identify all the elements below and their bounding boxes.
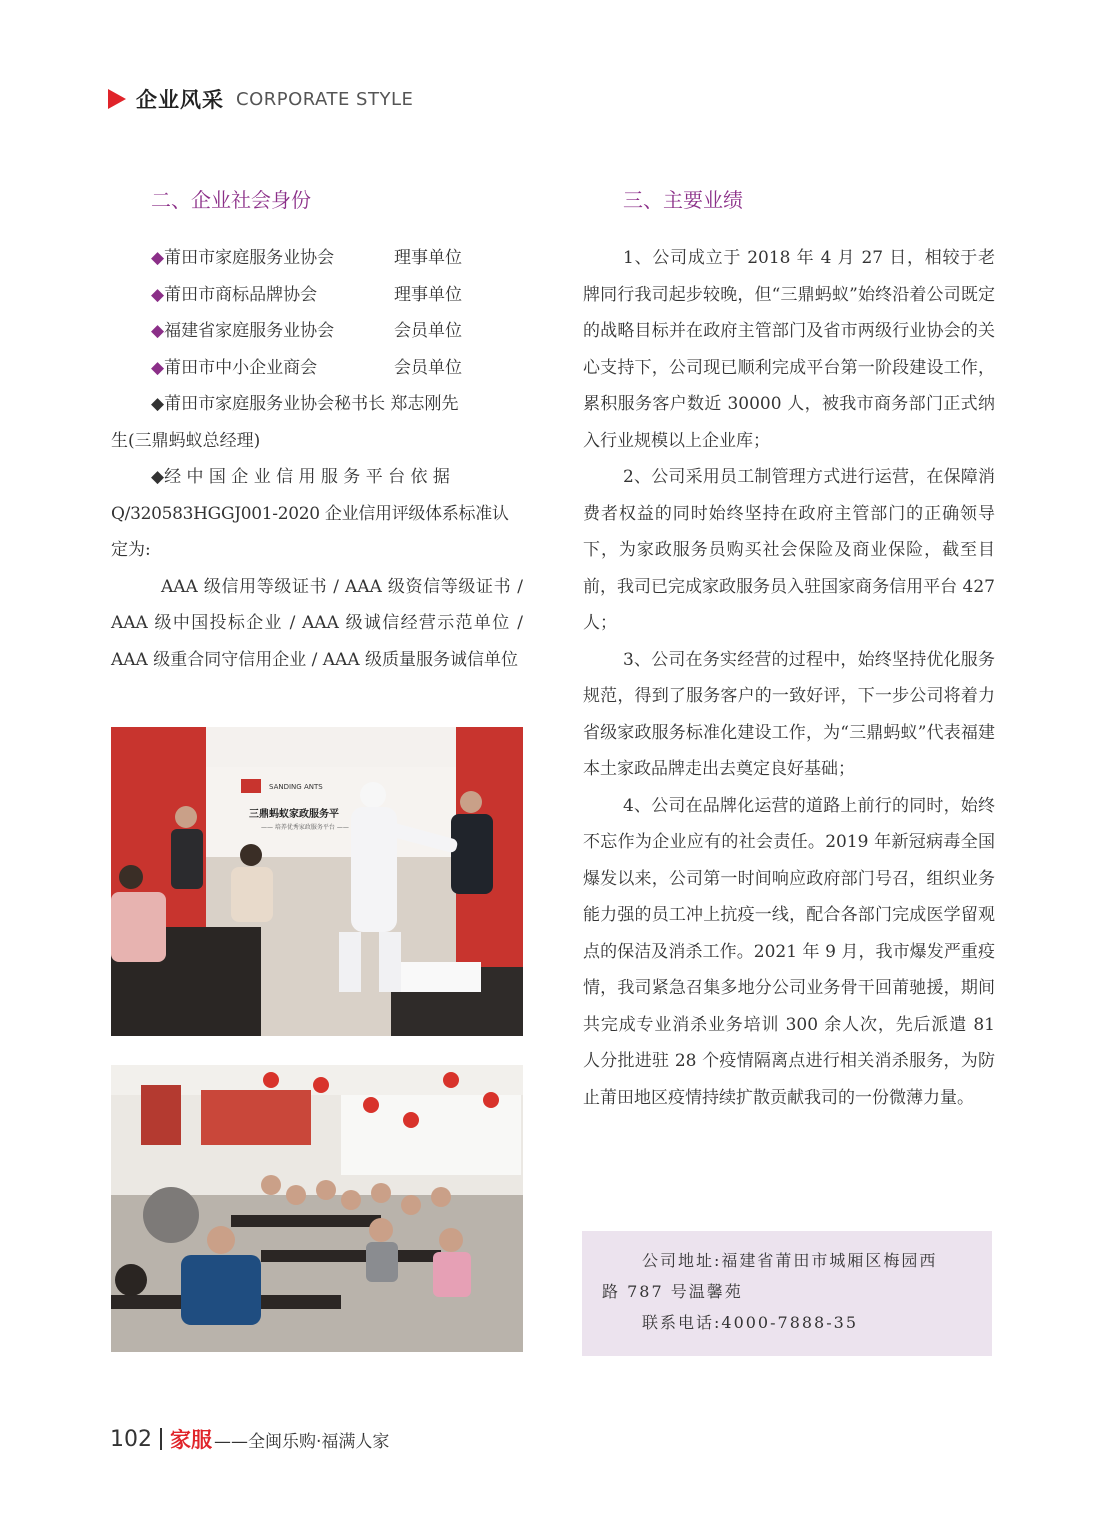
footer-divider xyxy=(160,1428,162,1450)
photo-classroom-training-image xyxy=(111,1065,523,1352)
left-column xyxy=(111,182,523,678)
photo-classroom-training xyxy=(111,1065,523,1352)
achievement-paragraph: 4、公司在品牌化运营的道路上前行的同时，始终不忘作为企业应有的社会责任。2019 年新冠病毒全国爆发以来，公司第一时间响应政府部门号召，组织业务能力强的员工冲上抗疫一线，配合各部门完成医学留观点的保洁及消杀工作。2021 年 9 月，我市爆发严重疫情，我司紧急召集多地分公司业务骨干回莆驰援，期间共完成专业消杀业务培训 300 余人次，先后派遣 81 人分批进驻 28 个疫情隔离点进行相关消杀服务，为防止莆田地区疫情持续扩散贡献我司的一份微薄力量。 xyxy=(583,795,995,1108)
photo-training-demo xyxy=(111,727,523,1036)
right-column xyxy=(583,182,995,1116)
membership-org: 莆田市家庭服务业协会 xyxy=(164,248,335,268)
secretary-line: ◆莆田市家庭服务业协会秘书长 郑志刚先 xyxy=(151,394,459,414)
section-title-achievements: 三、主要业绩 xyxy=(623,188,743,212)
contact-box xyxy=(582,1231,992,1356)
page-header xyxy=(108,84,413,114)
address-line: 公司地址:福建省莆田市城厢区梅园西 xyxy=(642,1251,938,1270)
page-number: 102 xyxy=(110,1426,152,1452)
membership-item: ◆莆田市家庭服务业协会 理事单位 xyxy=(111,240,523,277)
sign-text: 三鼎蚂蚁家政服务平 xyxy=(249,809,339,820)
membership-role: 理事单位 xyxy=(394,284,462,305)
membership-org: 莆田市中小企业商会 xyxy=(164,357,318,378)
membership-role: 会员单位 xyxy=(394,321,462,341)
credit-line: Q/320583HGGJ001-2020 企业信用评级体系标准认 xyxy=(111,503,509,524)
header-subtitle: CORPORATE STYLE xyxy=(236,88,414,110)
credit-line: ◆经 中 国 企 业 信 用 服 务 平 台 依 据 xyxy=(151,467,450,487)
achievement-paragraph: 2、公司采用员工制管理方式进行运营，在保障消费者权益的同时始终坚持在政府主管部门的正确领导下，为家政服务员购买社会保险及商业保险，截至目前，我司已完成家政服务员入驻国家商务信用平台 427 人； xyxy=(583,467,995,633)
header-title: 企业风采 xyxy=(136,88,224,112)
secretary-line: 生(三鼎蚂蚁总经理) xyxy=(111,430,261,451)
sign-sub: —— 培养优秀家政服务平台 —— xyxy=(261,824,349,831)
phone-line: 联系电话:4000-7888-35 xyxy=(642,1313,859,1332)
address-line: 路 787 号温馨苑 xyxy=(602,1282,743,1301)
membership-org: 莆田市商标品牌协会 xyxy=(164,284,318,305)
achievement-paragraph: 3、公司在务实经营的过程中，始终坚持优化服务规范，得到了服务客户的一致好评，下一步公司将着力省级家政服务标准化建设工作，为“三鼎蚂蚁”代表福建本土家政品牌走出去奠定良好基础； xyxy=(583,649,995,779)
membership-item: ◆福建省家庭服务业协会 会员单位 xyxy=(111,313,523,350)
page-footer xyxy=(110,1424,389,1454)
membership-role: 会员单位 xyxy=(394,357,462,378)
credit-line: 定为: xyxy=(111,540,151,560)
photo-training-demo-image xyxy=(111,727,523,1036)
awards-text: AAA 级信用等级证书 / AAA 级资信等级证书 / AAA 级中国投标企业 / AAA 级诚信经营示范单位 / AAA 级重合同守信用企业 / AAA 级质量服务诚信单位 xyxy=(111,576,523,670)
footer-brand: 家服 xyxy=(170,1428,212,1452)
membership-role: 理事单位 xyxy=(394,248,462,268)
achievement-paragraph: 1、公司成立于 2018 年 4 月 27 日，相较于老牌同行我司起步较晚，但“三鼎蚂蚁”始终沿着公司既定的战略目标并在政府主管部门及省市两级行业协会的关心支持下，公司现已顺利完成平台第一阶段建设工作，累积服务客户数近 30000 人，被我市商务部门正式纳入行业规模以上企业库； xyxy=(583,248,995,451)
triangle-right-icon xyxy=(108,89,126,109)
sign-brand: SANDING ANTS xyxy=(269,783,323,791)
section-title-social-identity: 二、企业社会身份 xyxy=(151,188,311,212)
membership-item: ◆莆田市商标品牌协会 理事单位 xyxy=(111,277,523,314)
membership-item: ◆莆田市中小企业商会 会员单位 xyxy=(111,350,523,387)
footer-slogan: ——全闽乐购·福满人家 xyxy=(214,1431,390,1452)
membership-org: 福建省家庭服务业协会 xyxy=(164,321,335,341)
